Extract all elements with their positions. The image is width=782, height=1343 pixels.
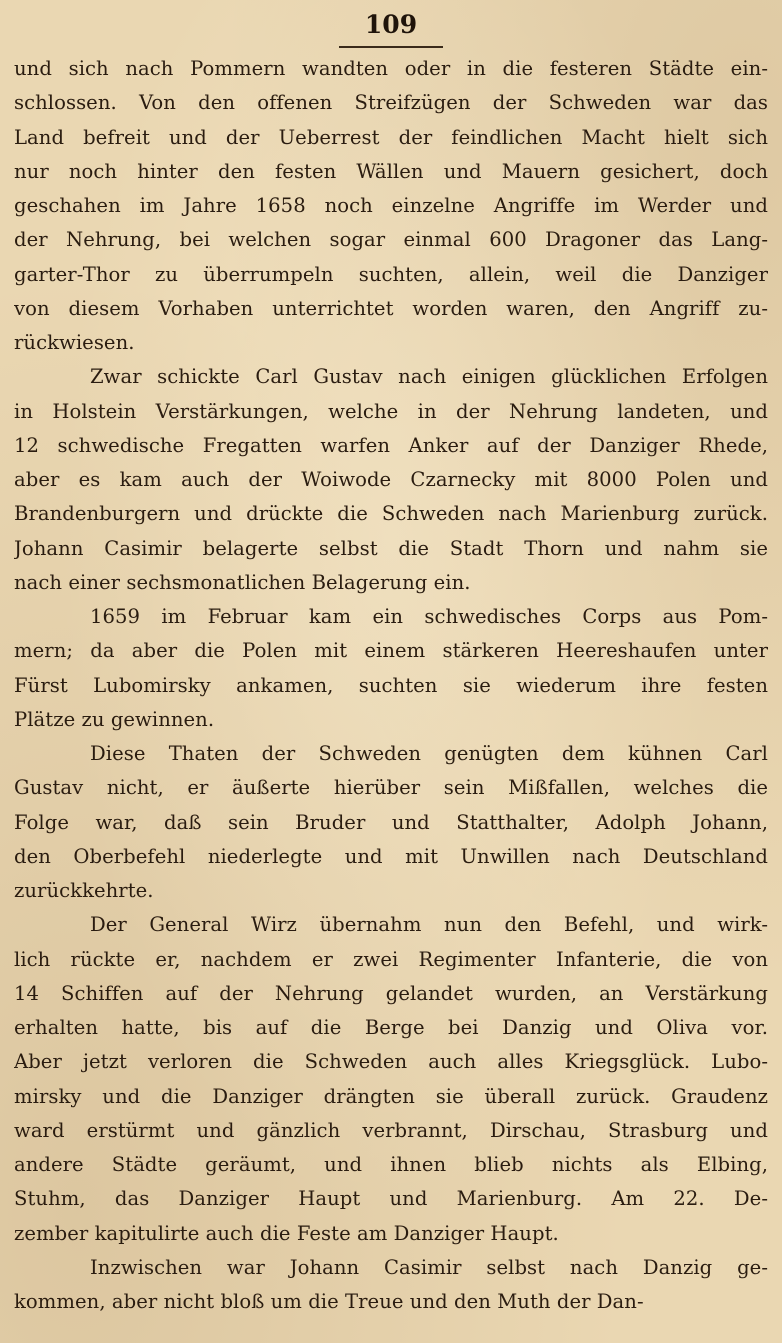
paragraph	[14, 360, 768, 600]
text-line: schlossen. Von den offenen Streifzügen der Schweden war das	[14, 91, 768, 115]
text-line: rückwiesen.	[14, 331, 135, 354]
text-line: Inzwischen war Johann Casimir selbst nach Danzig ge-	[90, 1255, 768, 1279]
header-rule	[339, 46, 443, 48]
text-line: ward erstürmt und gänzlich verbrannt, Dirschau, Strasburg und	[14, 1118, 768, 1142]
text-line: in Holstein Verstärkungen, welche in der Nehrung landeten, und	[14, 399, 768, 423]
text-line: lich rückte er, nachdem er zwei Regimenter Infanterie, die von	[14, 947, 768, 971]
text-line: den Oberbefehl niederlegte und mit Unwillen nach Deutschland	[14, 844, 768, 868]
text-line: der Nehrung, bei welchen sogar einmal 600 Dragoner das Lang-	[14, 228, 768, 252]
text-line: zurückkehrte.	[14, 879, 154, 902]
text-line: andere Städte geräumt, und ihnen blieb nichts als Elbing,	[14, 1153, 768, 1176]
text-line: aber es kam auch der Woiwode Czarnecky mit 8000 Polen und	[14, 468, 768, 491]
text-line: 14 Schiffen auf der Nehrung gelandet wurden, an Verstärkung	[14, 981, 768, 1005]
text-line: mirsky und die Danziger drängten sie überall zurück. Graudenz	[14, 1084, 768, 1108]
text-line: Zwar schickte Carl Gustav nach einigen glücklichen Erfolgen	[90, 365, 768, 389]
paragraph	[14, 52, 768, 360]
paragraph	[14, 908, 768, 1251]
text-line: Johann Casimir belagerte selbst die Stadt Thorn und nahm sie	[14, 536, 768, 560]
text-line: 12 schwedische Fregatten warfen Anker auf der Danziger Rhede,	[14, 433, 768, 457]
text-line: Fürst Lubomirsky ankamen, suchten sie wiederum ihre festen	[14, 673, 768, 697]
text-line: Gustav nicht, er äußerte hierüber sein Mißfallen, welches die	[14, 776, 768, 800]
paragraph	[14, 737, 768, 908]
text-line: Folge war, daß sein Bruder und Statthalter, Adolph Johann,	[14, 810, 768, 834]
text-line: Land befreit und der Ueberrest der feindlichen Macht hielt sich	[14, 125, 768, 149]
text-line: garter-Thor zu überrumpeln suchten, allein, weil die Danziger	[14, 262, 768, 286]
text-line: nach einer sechsmonatlichen Belagerung ein.	[14, 570, 471, 594]
text-line: von diesem Vorhaben unterrichtet worden waren, den Angriff zu-	[14, 296, 768, 320]
paragraph	[14, 1251, 768, 1320]
text-line: geschahen im Jahre 1658 noch einzelne Angriffe im Werder und	[14, 194, 768, 217]
text-line: Plätze zu gewinnen.	[14, 707, 215, 731]
body-text	[14, 52, 768, 1319]
text-line: erhalten hatte, bis auf die Berge bei Danzig und Oliva vor.	[14, 1016, 768, 1039]
text-line: mern; da aber die Polen mit einem stärkeren Heereshaufen unter	[14, 639, 768, 663]
text-line: nur noch hinter den festen Wällen und Mauern gesichert, doch	[14, 159, 768, 183]
page-number: 109	[364, 10, 418, 39]
text-line: zember kapitulirte auch die Feste am Danziger Haupt.	[14, 1221, 559, 1245]
paragraph	[14, 600, 768, 737]
text-line: Diese Thaten der Schweden genügten dem kühnen Carl	[90, 742, 768, 765]
text-line: Stuhm, das Danziger Haupt und Marienburg. Am 22. De-	[14, 1187, 768, 1211]
text-line: Der General Wirz übernahm nun den Befehl, und wirk-	[90, 913, 768, 937]
text-line: Brandenburgern und drückte die Schweden nach Marienburg zurück.	[14, 502, 768, 526]
text-line: kommen, aber nicht bloß um die Treue und den Muth der Dan-	[14, 1290, 644, 1313]
text-line: 1659 im Februar kam ein schwedisches Corps aus Pom-	[90, 605, 768, 628]
text-line: Aber jetzt verloren die Schweden auch alles Kriegsglück. Lubo-	[14, 1050, 768, 1074]
text-line: und sich nach Pommern wandten oder in die festeren Städte ein-	[14, 57, 768, 80]
